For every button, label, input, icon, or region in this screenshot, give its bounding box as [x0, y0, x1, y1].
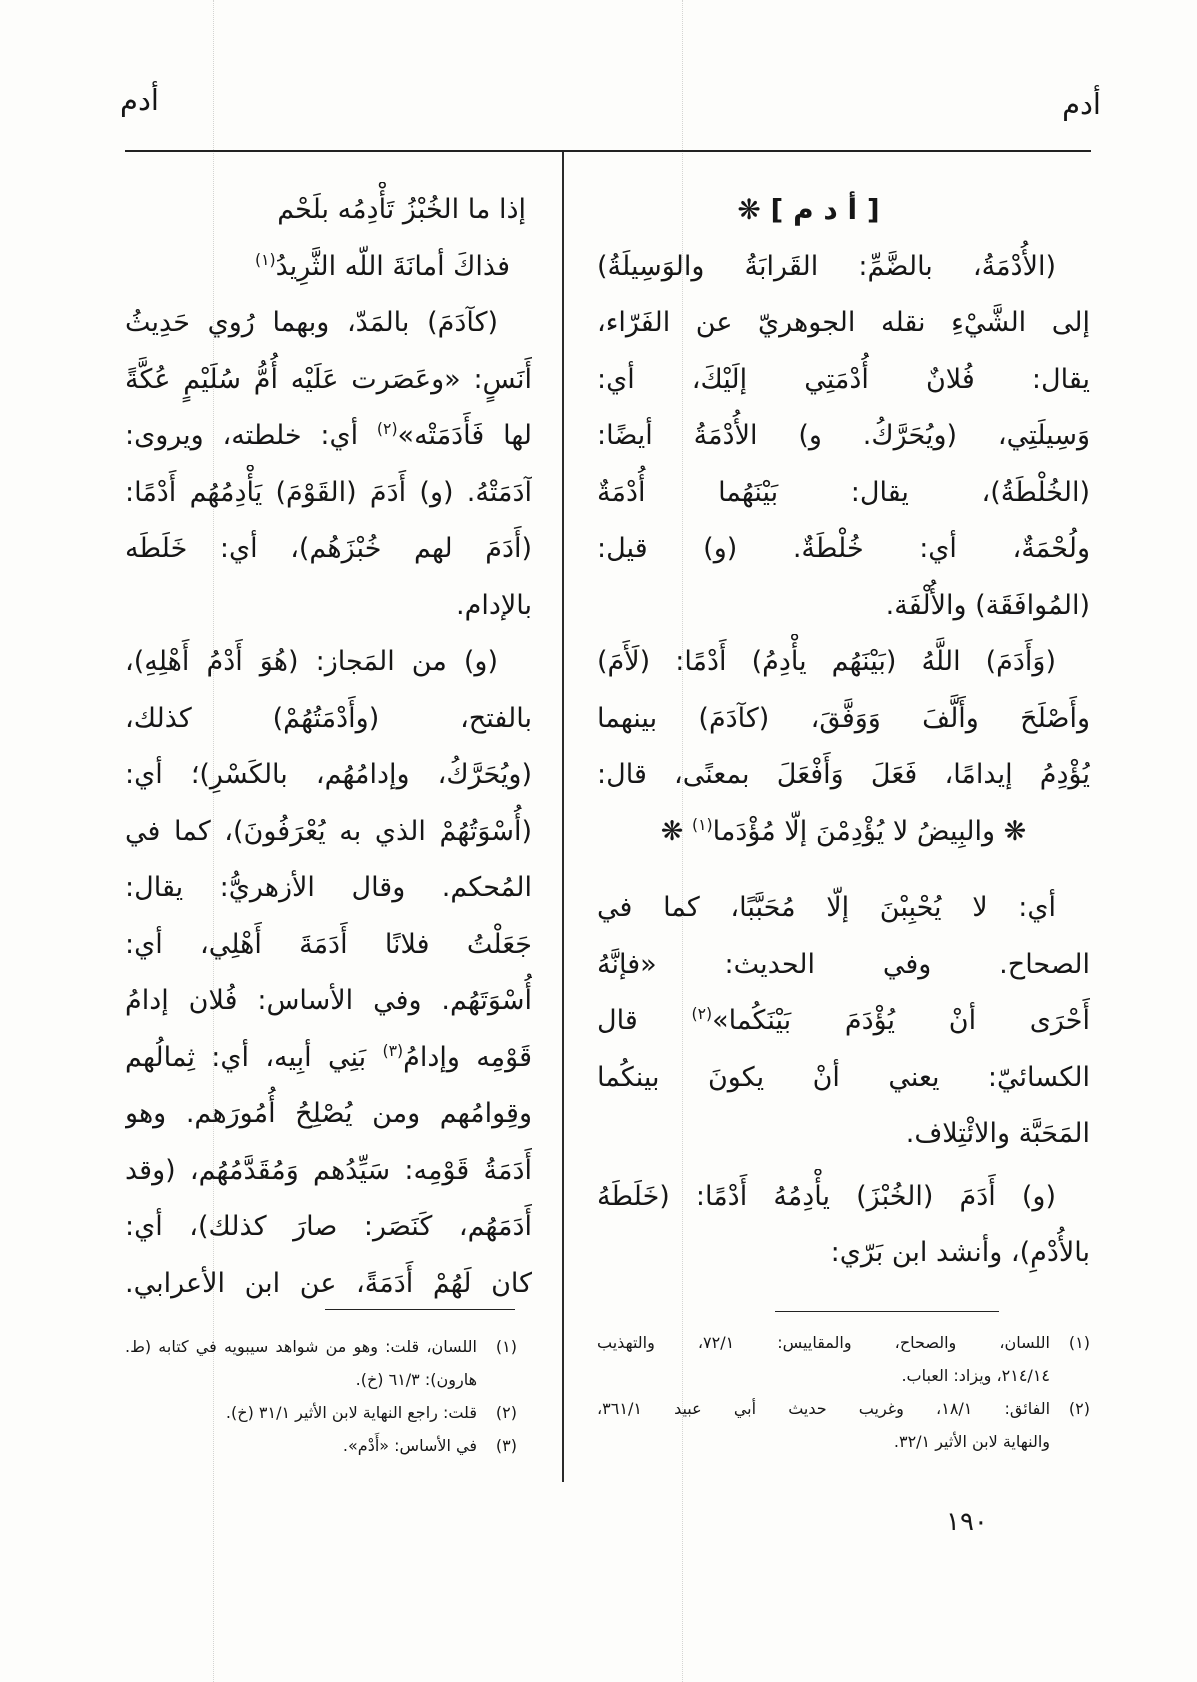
text-line: بالفتح، (وأَدْمَتُهُمْ) كذلك،: [125, 702, 532, 734]
running-head-left: أدم: [120, 83, 159, 117]
footnote-number: (٣): [495, 1436, 517, 1455]
text-line: وأَصْلَحَ وأَلَّفَ وَوَفَّقَ، (كآدَمَ) بينهما: [597, 702, 1090, 734]
footnote-number: (٢): [1068, 1399, 1090, 1418]
footnote: [597, 1392, 1090, 1458]
text-line: (كآدَمَ) بالمَدّ، وبهما رُوي حَدِيثُ: [125, 307, 498, 338]
text-line: (المُوافَقَة) والأُلْفَة.: [885, 589, 1090, 621]
right-footnotes: [597, 1326, 1090, 1458]
text-line: إلى الشَّيْءِ نقله الجوهريّ عن الفَرّاء،: [597, 307, 1090, 338]
footnote-rule: [775, 1311, 999, 1312]
footnote-line: ٢١٤/١٤، ويزاد: العباب.: [901, 1366, 1050, 1385]
text-line: المَحَبَّة والائْتِلاف.: [905, 1118, 1090, 1149]
footnote-line: والنهاية لابن الأثير ٣٢/١.: [893, 1432, 1050, 1451]
entry-heading: [ أ د م ] ❋: [737, 193, 880, 226]
text-line: (أَدَمَ لهم خُبْزَهُم)، أي: خَلَطَه: [125, 533, 532, 564]
text-line: يُؤْدِمُ إيدامًا، فَعَلَ وَأَفْعَلَ بمعنًى، قال:: [597, 759, 1090, 790]
text-line: أي: لا يُحْبِبْنَ إلّا مُحَبَّبًا، كما في: [597, 892, 1056, 923]
footnote-line: اللسان، قلت: وهو من شواهد سيبويه في كتابه (ط.: [125, 1337, 477, 1356]
text-line: أُسْوَتَهُم. وفي الأساس: فُلان إدامُ: [125, 985, 532, 1016]
text-line: (وَأَدَمَ) اللَّهُ (بَيْنَهُم يأْدِمُ) أَدْمًا: (لَأَمَ): [597, 646, 1056, 677]
text-line: الكسائيّ: يعني أنْ يكونَ بينكُما: [597, 1061, 1090, 1093]
text-line: أَدَمَهُم، كَنَصَر: صارَ كذلك)، أي:: [125, 1211, 532, 1242]
footnote-line: الفائق: ١٨/١، وغريب حديث أبي عبيد ٣٦١/١،: [597, 1399, 1050, 1418]
running-head-right: أدم: [1062, 87, 1101, 121]
page-number: ١٩٠: [946, 1507, 988, 1537]
text-line: كان لَهُمْ أَدَمَةً، عن ابن الأعرابي.: [125, 1267, 532, 1299]
text-line: يقال: فُلانٌ أُدْمَتِي إلَيْكَ، أي:: [597, 363, 1090, 395]
text-line: أَنَسٍ: «وعَصَرت عَلَيْه أُمُّ سُلَيْمٍ عُكَّةً: [125, 363, 532, 395]
text-line: أَحْرَى أنْ يُؤْدَمَ بَيْنَكُما»$^{(٢)}$ قال: [597, 1004, 1090, 1036]
verse-line: إذا ما الخُبْزُ تَأْدِمُه بلَحْم: [277, 194, 526, 225]
text-line: المُحكم. وقال الأزهريُّ: يقال:: [125, 872, 532, 903]
footnote-number: (٢): [495, 1403, 517, 1422]
footnote-number: (١): [1068, 1333, 1090, 1352]
footnote-line: في الأساس: «أَدْم».: [342, 1436, 477, 1455]
text-line: أَدَمَةُ قَوْمِه: سَيِّدُهم وَمُقَدَّمُهُم، (وقد: [125, 1154, 532, 1186]
text-line: (و) أَدَمَ (الخُبْزَ) يأْدِمُهُ أَدْمًا: (خَلَطَهُ: [597, 1180, 1056, 1212]
right-column: [597, 182, 1090, 1282]
text-line: (ويُحَرَّكُ، وإدامُهُم، بالكَسْرِ)؛ أي:: [125, 759, 532, 790]
text-line: وَسِيلَتِي، (ويُحَرَّكُ. و) الأُدْمَةُ أيضًا:: [597, 420, 1090, 451]
footnote: [125, 1429, 517, 1462]
column-divider: [562, 152, 564, 1482]
text-line: (الخُلْطَةُ)، يقال: بَيْنَهُما أُدْمَةٌ: [597, 476, 1090, 508]
left-column: [125, 182, 532, 1312]
footnote: [125, 1396, 517, 1429]
footnote: [597, 1326, 1090, 1392]
text-line: (و) من المَجاز: (هُوَ أَدْمُ أَهْلِهِ)،: [125, 646, 498, 677]
verse-line: فذاكَ أمانَةَ اللّه الثَّرِيدُ$^{(١)}$: [254, 249, 510, 282]
header-rule: [125, 150, 1091, 152]
text-line: بالأُدْمِ)، وأنشد ابن بَرّي:: [830, 1237, 1090, 1268]
footnote-line: اللسان، والصحاح، والمقاييس: ٧٢/١، والتهذيب: [597, 1333, 1050, 1352]
text-line: الصحاح. وفي الحديث: «فإنَّهُ: [597, 948, 1090, 980]
text-line: وقِوامُهم ومن يُصْلِحُ أُمُورَهم. وهو: [125, 1098, 532, 1129]
text-line: آدَمَتْهُ. (و) أَدَمَ (القَوْمَ) يَأْدِمُهُم أَدْمًا:: [125, 476, 532, 508]
text-line: (الأُدْمَةُ، بالضَّمِّ: القَرابَةُ والوَسِيلَةُ): [597, 250, 1056, 282]
footnote-line: هارون): ٦١/٣ (خ).: [355, 1370, 477, 1389]
footnote-rule: [325, 1309, 515, 1310]
text-line: لها فَأَدَمَتْه»$^{(٢)}$ أي: خلطته، ويروى:: [125, 419, 532, 451]
footnote-line: قلت: راجع النهاية لابن الأثير ٣١/١ (خ).: [225, 1403, 477, 1422]
text-line: ولُحْمَةٌ، أي: خُلْطَةٌ. (و) قيل:: [597, 533, 1090, 564]
footnote-number: (١): [495, 1337, 517, 1356]
text-line: بالإدام.: [456, 589, 532, 621]
text-line: (أُسْوَتُهُمْ الذي به يُعْرَفُونَ)، كما في: [125, 815, 532, 847]
verse-line: ❋ والبِيضُ لا يُؤْدِمْنَ إلّا مُؤْدَما$^{(١)}$ ❋: [660, 814, 1027, 847]
text-line: قَوْمِه وإدامُ$^{(٣)}$ بَنِي أبِيه، أي: ثِمالُهم: [125, 1040, 532, 1073]
footnote: [125, 1330, 517, 1396]
text-line: جَعَلْتُ فلانًا أَدَمَةَ أَهْلِي، أي:: [125, 928, 532, 960]
left-footnotes: [125, 1330, 517, 1462]
